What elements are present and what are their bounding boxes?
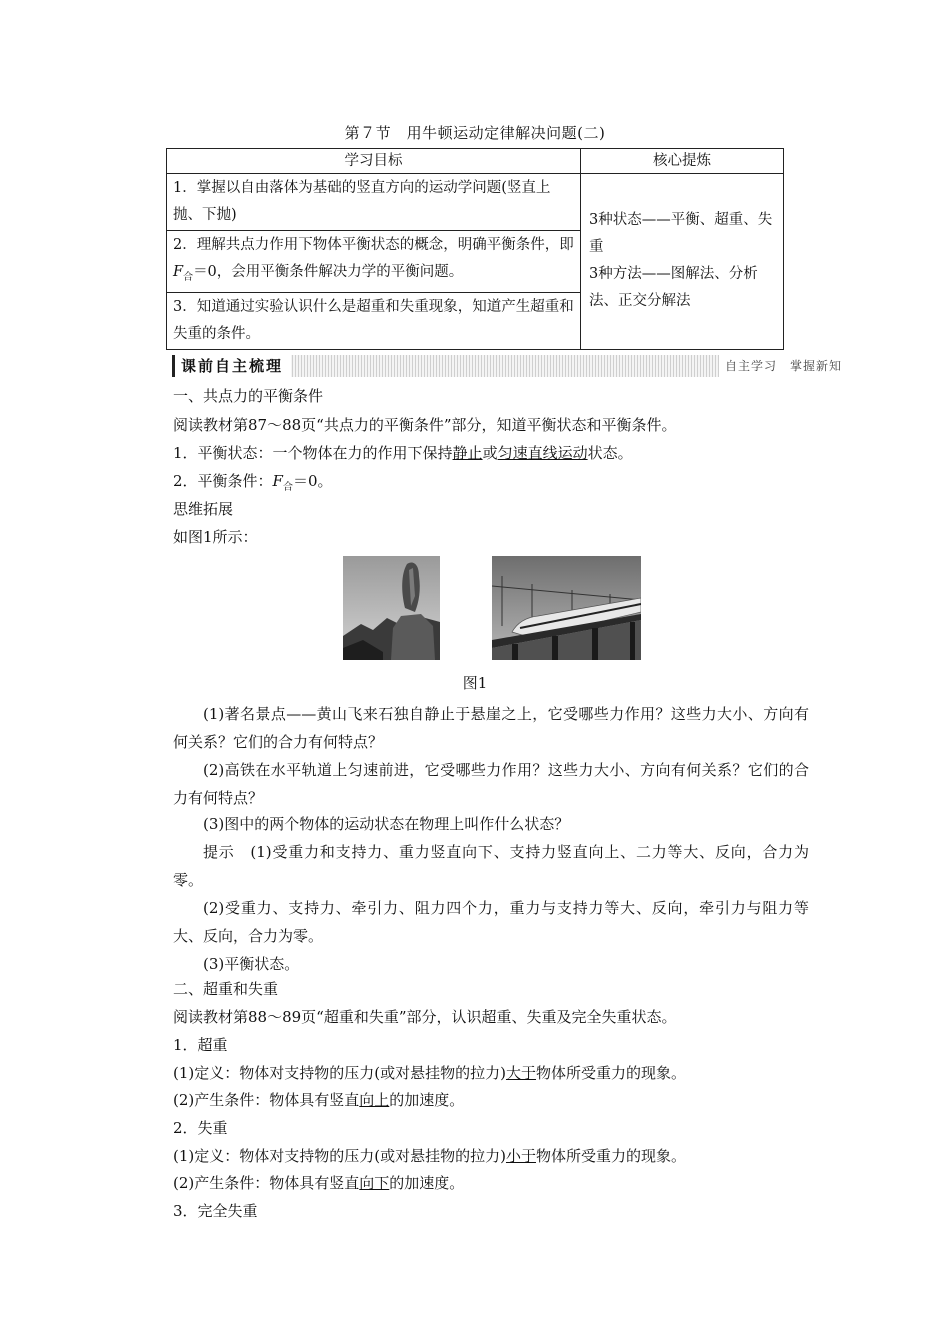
question-1: (1)著名景点——黄山飞来石独自静止于悬崖之上，它受哪些力作用？这些力大小、方向有何关系？它们的合力有何特点？ bbox=[173, 705, 809, 751]
goal-2 bbox=[167, 231, 581, 293]
section2-intro: 阅读教材第88～89页“超重和失重”部分，认识超重、失重及完全失重状态。 bbox=[173, 1008, 677, 1026]
core-item-1: 3种状态——平衡、超重、失重 bbox=[589, 212, 773, 256]
answer-static: 静止 bbox=[452, 444, 483, 462]
text: 物体所受重力的现象。 bbox=[535, 1147, 686, 1165]
overweight-definition bbox=[173, 1063, 686, 1083]
answer-less: 小于 bbox=[505, 1147, 536, 1165]
answer-downward: 向下 bbox=[359, 1174, 390, 1192]
header-core: 核心提炼 bbox=[581, 149, 784, 174]
text: 1．平衡状态：一个物体在力的作用下保持 bbox=[173, 444, 453, 462]
text: 的加速度。 bbox=[389, 1091, 465, 1109]
force-subscript: 合 bbox=[183, 271, 194, 283]
question-3: (3)图中的两个物体的运动状态在物理上叫作什么状态？ bbox=[203, 815, 570, 833]
section1-heading: 一、共点力的平衡条件 bbox=[173, 387, 324, 405]
goal-1: 1．掌握以自由落体为基础的竖直方向的运动学问题(竖直上抛、下抛) bbox=[167, 174, 581, 231]
page-title: 第７节 用牛顿运动定律解决问题(二) bbox=[344, 124, 606, 142]
weightless-definition bbox=[173, 1146, 686, 1166]
text: 的加速度。 bbox=[389, 1174, 465, 1192]
header-goals: 学习目标 bbox=[167, 149, 581, 174]
think-extension: 思维拓展 bbox=[173, 500, 234, 518]
hint-answer-2: (2)受重力、支持力、牵引力、阻力四个力，重力与支持力等大、反向，牵引力与阻力等大、反向，合力为零。 bbox=[173, 899, 809, 945]
weightless-heading: 2．失重 bbox=[173, 1119, 228, 1137]
text: 状态。 bbox=[587, 444, 633, 462]
text: ＝0。 bbox=[292, 472, 333, 490]
text: (2)产生条件：物体具有竖直 bbox=[173, 1174, 360, 1192]
text: (2)产生条件：物体具有竖直 bbox=[173, 1091, 360, 1109]
core-summary bbox=[581, 174, 784, 350]
banner-label: 课前自主梳理 bbox=[172, 355, 291, 377]
force-subscript: 合 bbox=[282, 482, 293, 493]
overweight-condition bbox=[173, 1090, 464, 1110]
hint-answer-3: (3)平衡状态。 bbox=[203, 955, 300, 973]
table-header-row bbox=[167, 149, 784, 174]
answer-greater: 大于 bbox=[505, 1064, 536, 1082]
answer-uniform-motion: 匀速直线运动 bbox=[497, 444, 588, 462]
force-symbol: F bbox=[272, 472, 283, 490]
objectives-table bbox=[166, 148, 784, 350]
force-symbol: F bbox=[173, 264, 184, 280]
figure-caption: 图1 bbox=[462, 674, 488, 692]
text: 或 bbox=[482, 444, 498, 462]
flying-rock-photo bbox=[343, 556, 440, 660]
text: 物体所受重力的现象。 bbox=[535, 1064, 686, 1082]
banner-tag: 自主学习 掌握新知 bbox=[719, 355, 848, 377]
section2-heading: 二、超重和失重 bbox=[173, 980, 279, 998]
answer-upward: 向上 bbox=[359, 1091, 390, 1109]
complete-weightless-heading: 3．完全失重 bbox=[173, 1202, 258, 1220]
section-banner bbox=[172, 355, 848, 377]
section1-intro: 阅读教材第87～88页“共点力的平衡条件”部分，知道平衡状态和平衡条件。 bbox=[173, 416, 677, 434]
weightless-condition bbox=[173, 1173, 464, 1193]
text: 2．平衡条件： bbox=[173, 472, 273, 490]
table-row bbox=[167, 174, 784, 231]
flying-rock-image bbox=[343, 556, 440, 660]
text: (1)定义：物体对支持物的压力(或对悬挂物的拉力) bbox=[173, 1147, 506, 1165]
goal-2-text-a: 2．理解共点力作用下物体平衡状态的概念，明确平衡条件，即 bbox=[173, 237, 574, 253]
goal-2-text-b: ＝0，会用平衡条件解决力学的平衡问题。 bbox=[193, 264, 464, 280]
hint-answer-1: 提示 (1)受重力和支持力、重力竖直向下、支持力竖直向上、二力等大、反向，合力为零。 bbox=[173, 843, 809, 889]
train-image bbox=[492, 556, 641, 660]
goal-3: 3．知道通过实验认识什么是超重和失重现象，知道产生超重和失重的条件。 bbox=[167, 292, 581, 349]
text: (1)定义：物体对支持物的压力(或对悬挂物的拉力) bbox=[173, 1064, 506, 1082]
equilibrium-state bbox=[173, 443, 633, 463]
overweight-heading: 1．超重 bbox=[173, 1036, 228, 1054]
figure-reference: 如图1所示： bbox=[173, 528, 258, 546]
question-2: (2)高铁在水平轨道上匀速前进，它受哪些力作用？这些力大小、方向有何关系？它们的合力有何特点？ bbox=[173, 761, 809, 807]
high-speed-train-photo bbox=[492, 556, 641, 660]
equilibrium-condition bbox=[173, 471, 333, 498]
core-item-2: 3种方法——图解法、分析法、正交分解法 bbox=[589, 266, 758, 310]
